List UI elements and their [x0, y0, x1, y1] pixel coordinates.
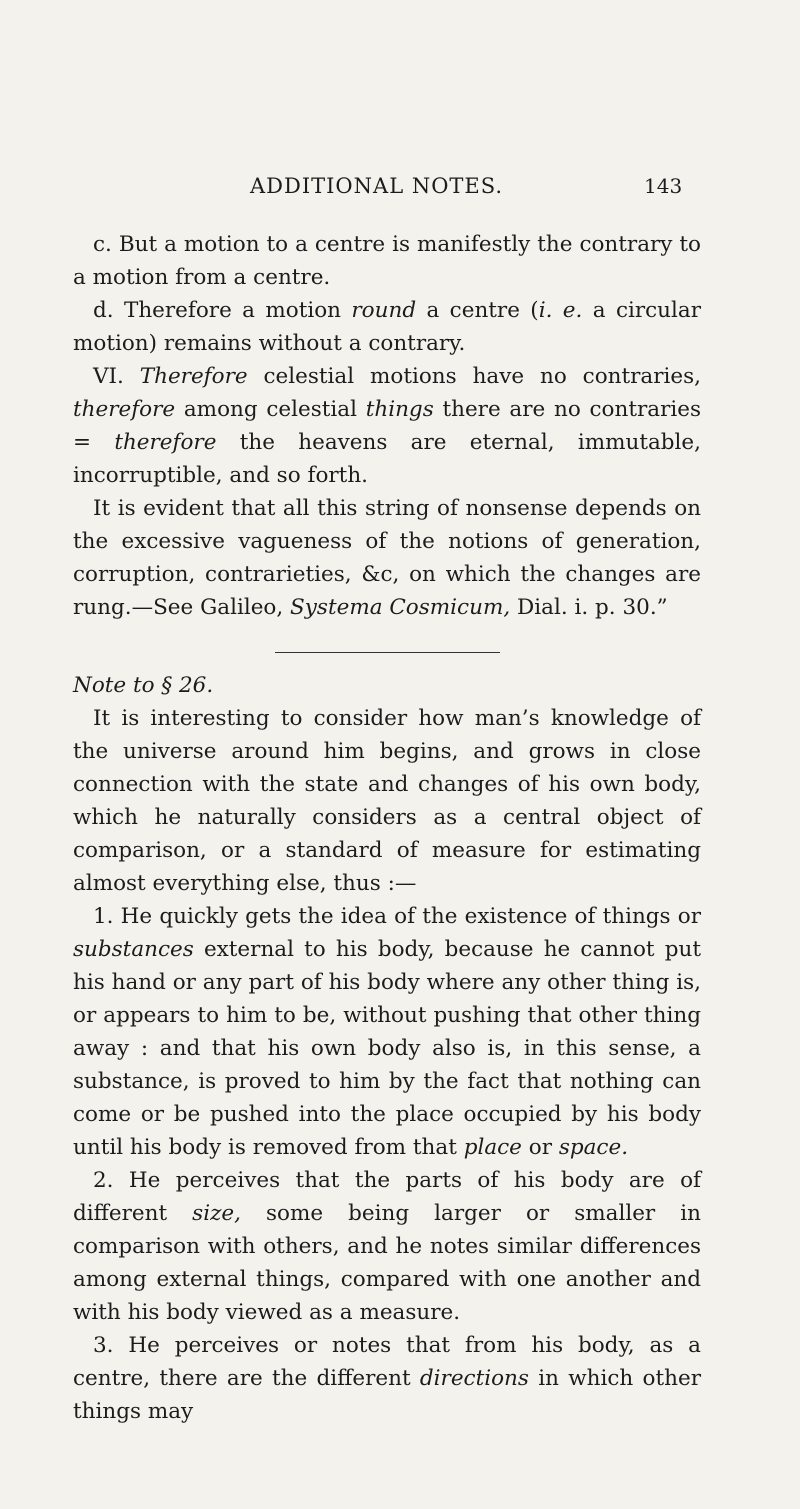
- page-number: 143: [644, 174, 683, 198]
- emphasis: place: [463, 1135, 522, 1160]
- paragraph-c: c. But a motion to a centre is manifestly the contrary to a motion from a centre.: [73, 232, 701, 290]
- text-run: celestial motions have no contraries,: [247, 364, 701, 389]
- text-run: a centre (: [416, 298, 539, 323]
- text-run: d. Therefore a motion: [93, 298, 352, 323]
- paragraph-note-3: [73, 1329, 701, 1428]
- paragraph-note-2: [73, 1164, 701, 1329]
- paragraph-evident: [73, 492, 701, 624]
- text-run: or: [521, 1135, 559, 1160]
- running-title: ADDITIONAL NOTES.: [250, 174, 504, 198]
- text-run: Dial. i. p. 30.”: [510, 595, 668, 620]
- running-header: [0, 174, 800, 214]
- text-run: 1. He quickly gets the idea of the existence of things or: [93, 904, 701, 929]
- emphasis: space.: [558, 1135, 629, 1160]
- emphasis: directions: [419, 1366, 529, 1391]
- text-run: It is evident that all this string of nonsense depends on the excessive vagueness of the notions of generation, corruption, contrarieties, &c, on which the changes are rung.—See Galileo,: [73, 496, 701, 620]
- text-run: some being larger or smaller in comparison with others, and he notes similar differences among external things, compared with one another and with his body viewed as a measure.: [73, 1201, 701, 1325]
- emphasis: round: [351, 298, 417, 323]
- emphasis: therefore: [73, 397, 176, 422]
- text-run: in which other things may: [73, 1366, 701, 1424]
- text-run: there are no contraries =: [73, 397, 701, 455]
- emphasis: Note to: [73, 673, 155, 698]
- emphasis: size,: [192, 1201, 241, 1226]
- emphasis: things: [365, 397, 434, 422]
- page-body: [73, 228, 701, 1428]
- paragraph-note-1: [73, 900, 701, 1164]
- paragraph-vi: [73, 360, 701, 492]
- emphasis: therefore: [114, 430, 217, 455]
- paragraph-d: [73, 294, 701, 360]
- text-run: 3. He perceives or notes that from his body, as a centre, there are the different: [73, 1333, 701, 1391]
- note-heading: [73, 669, 701, 702]
- emphasis: Systema Cosmicum,: [290, 595, 511, 620]
- emphasis: Therefore: [139, 364, 248, 389]
- section-divider: [275, 652, 500, 653]
- text-run: VI.: [93, 364, 140, 389]
- text-run: § 26.: [154, 673, 214, 698]
- paragraph-note-intro: It is interesting to consider how man’s knowledge of the universe around him begins, and grows in close connection with the state and changes of his own body, which he naturally considers as a central object of comparison, or a standard of measure for estimating almost everything else, thus :—: [73, 706, 701, 896]
- text-run: external to his body, because he cannot put his hand or any part of his body where any other thing is, or appears to him to be, without pushing that other thing away : and that his own body also is, in this sense, a substance, is proved to him by the fact that nothing can come or be pushed into the place occupied by his body until his body is removed from that: [73, 937, 701, 1160]
- emphasis: i. e.: [538, 298, 583, 323]
- text-run: the heavens are eternal, immutable, incorruptible, and so forth.: [73, 430, 701, 488]
- emphasis: substances: [73, 937, 194, 962]
- text-run: a circular motion) remains without a contrary.: [73, 298, 701, 356]
- text-run: among celestial: [175, 397, 366, 422]
- text-run: 2. He perceives that the parts of his body are of different: [73, 1168, 701, 1226]
